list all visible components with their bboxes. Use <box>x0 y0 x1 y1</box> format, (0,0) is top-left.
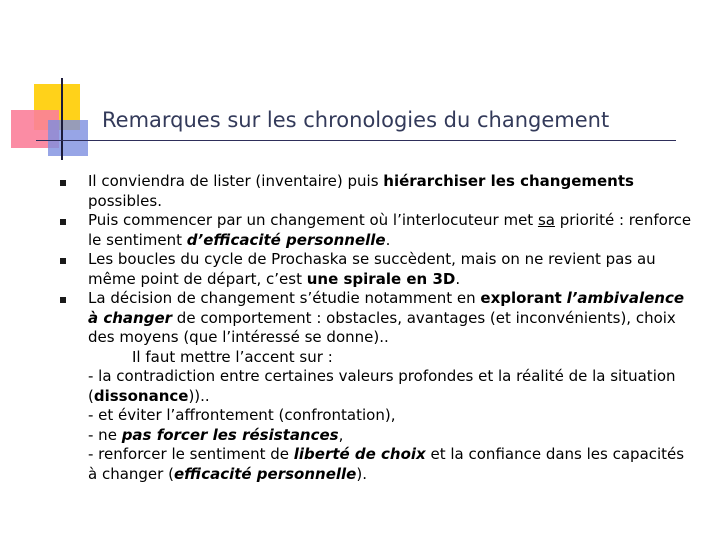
sub-line-affrontement: - et éviter l’affrontement (confrontation), <box>88 406 396 424</box>
bullet-item-4: La décision de changement s’étudie notamment en explorant l’ambivalence à changer de comportement : obstacles, avantages (et inconvénients), choix des moyens (que l’intéressé se donne).. Il faut mettre l’accent sur : - la contradiction entre certaines valeurs profondes et la réalité de la situation (dissonance)).. - et éviter l’affrontement (confrontation), - ne pas forcer les résistances, - renforcer le sentiment de liberté de choix et la confiance dans les capacités à changer (efficacité personnelle). <box>58 289 698 484</box>
sub-line-liberte: - renforcer le sentiment de liberté de choix et la confiance dans les capacités à changer (efficacité personnelle). <box>88 445 685 483</box>
bullet-item-1: Il conviendra de lister (inventaire) puis hiérarchiser les changements possibles. <box>58 172 698 211</box>
sub-line-dissonance: - la contradiction entre certaines valeurs profondes et la réalité de la situation (dissonance)).. <box>88 367 676 405</box>
sub-line-resistances: - ne pas forcer les résistances, <box>88 425 344 444</box>
decor-blue-square <box>48 120 88 156</box>
decor-horizontal-line <box>36 140 676 141</box>
bullet-square-icon <box>60 219 66 225</box>
bullet-square-icon <box>60 180 66 186</box>
accent-line: Il faut mettre l’accent sur : <box>132 347 333 366</box>
bullet-item-3: Les boucles du cycle de Prochaska se succèdent, mais on ne revient pas au même point de départ, c’est une spirale en 3D. <box>58 250 698 289</box>
decor-vertical-line <box>61 78 63 160</box>
slide-title: Remarques sur les chronologies du changement <box>102 108 610 132</box>
bullet-list <box>58 172 698 484</box>
bullet-item-2: Puis commencer par un changement où l’interlocuteur met sa priorité : renforce le sentiment d’efficacité personnelle. <box>58 211 698 250</box>
bullet-square-icon <box>60 258 66 264</box>
bullet-square-icon <box>60 297 66 303</box>
